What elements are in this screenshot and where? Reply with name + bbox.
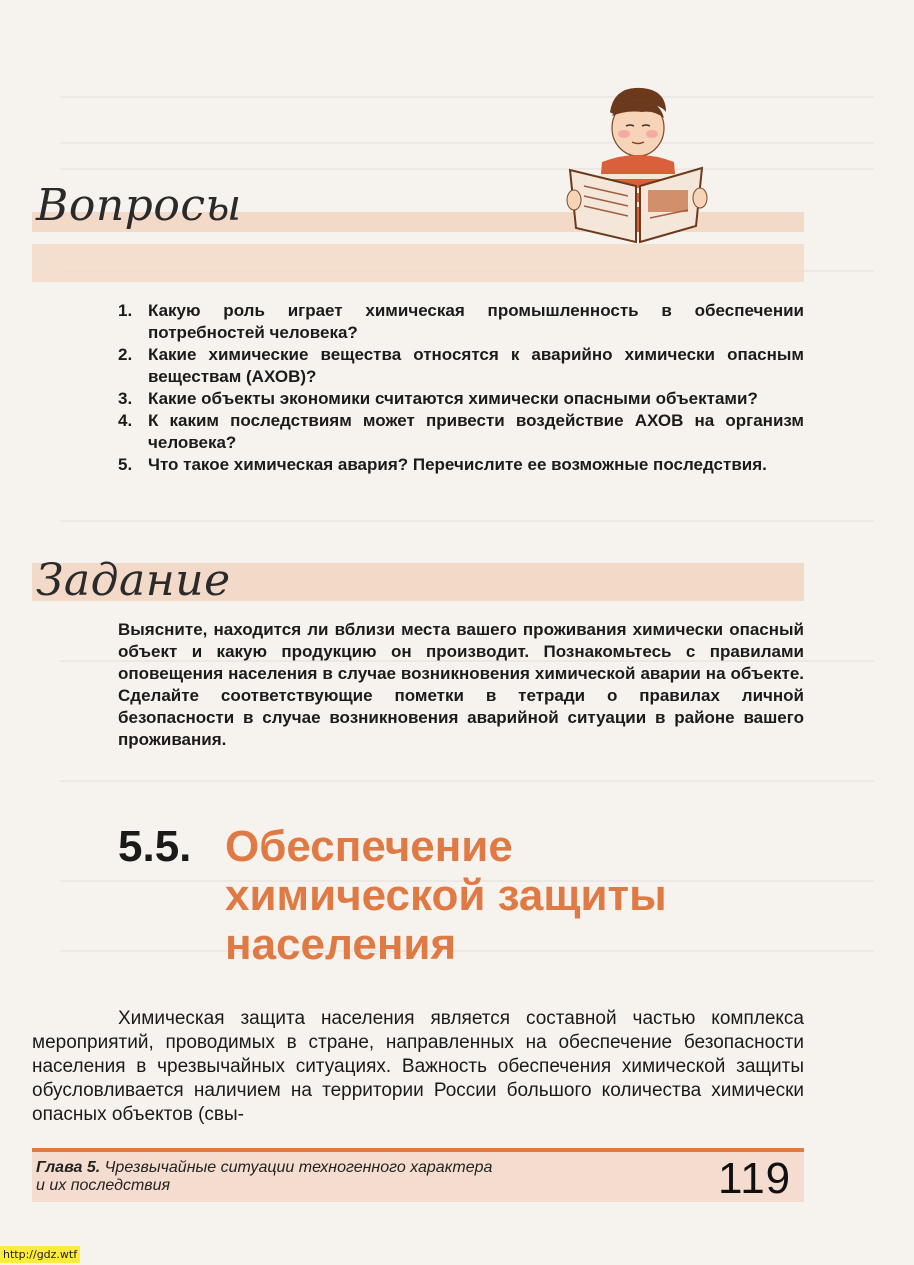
question-item: 3. Какие объекты экономики считаются химически опасными объектами?	[118, 389, 758, 408]
section-body-text: Химическая защита населения является составной частью комплекса мероприятий, проводимых в стране, направленных на обеспечение безопасности населения в чрезвычайных ситуациях. Важность обеспечения химической защиты обусловливается наличием на территории России большого количества химически опасных объектов (свы-	[32, 1008, 804, 1125]
task-heading: Задание	[36, 555, 231, 606]
questions-heading: Вопросы	[36, 180, 242, 231]
questions-band-lower	[32, 244, 804, 282]
boy-reading-book-illustration	[562, 82, 712, 247]
task-text: Выясните, находится ли вблизи места вашего проживания химически опасный объект и какую продукцию он производит. Познакомьтесь с правилами оповещения населения в случае возникновения химической аварии на объекте. Сделайте соответствующие пометки в тетради о правилах личной безопасности в случае возникновения аварийной ситуации в районе вашего проживания.	[118, 620, 804, 749]
question-item: 4. К каким последствиям может привести воздействие АХОВ на организм человека?	[118, 411, 804, 452]
page-number: 119	[718, 1154, 792, 1203]
watermark-link[interactable]: http://gdz.wtf	[0, 1246, 80, 1263]
question-item: 5. Что такое химическая авария? Перечислите ее возможные последствия.	[118, 455, 767, 474]
footer-chapter-title: Глава 5. Чрезвычайные ситуации техногенного характера и их последствия	[36, 1159, 493, 1194]
questions-list	[118, 300, 804, 476]
question-item: 2. Какие химические вещества относятся к аварийно химически опасным веществам (АХОВ)?	[118, 345, 804, 386]
question-item: 1. Какую роль играет химическая промышленность в обеспечении потребностей человека?	[118, 301, 804, 342]
section-title: Обеспечение химической защиты населения	[225, 822, 667, 969]
section-number: 5.5.	[118, 822, 192, 871]
